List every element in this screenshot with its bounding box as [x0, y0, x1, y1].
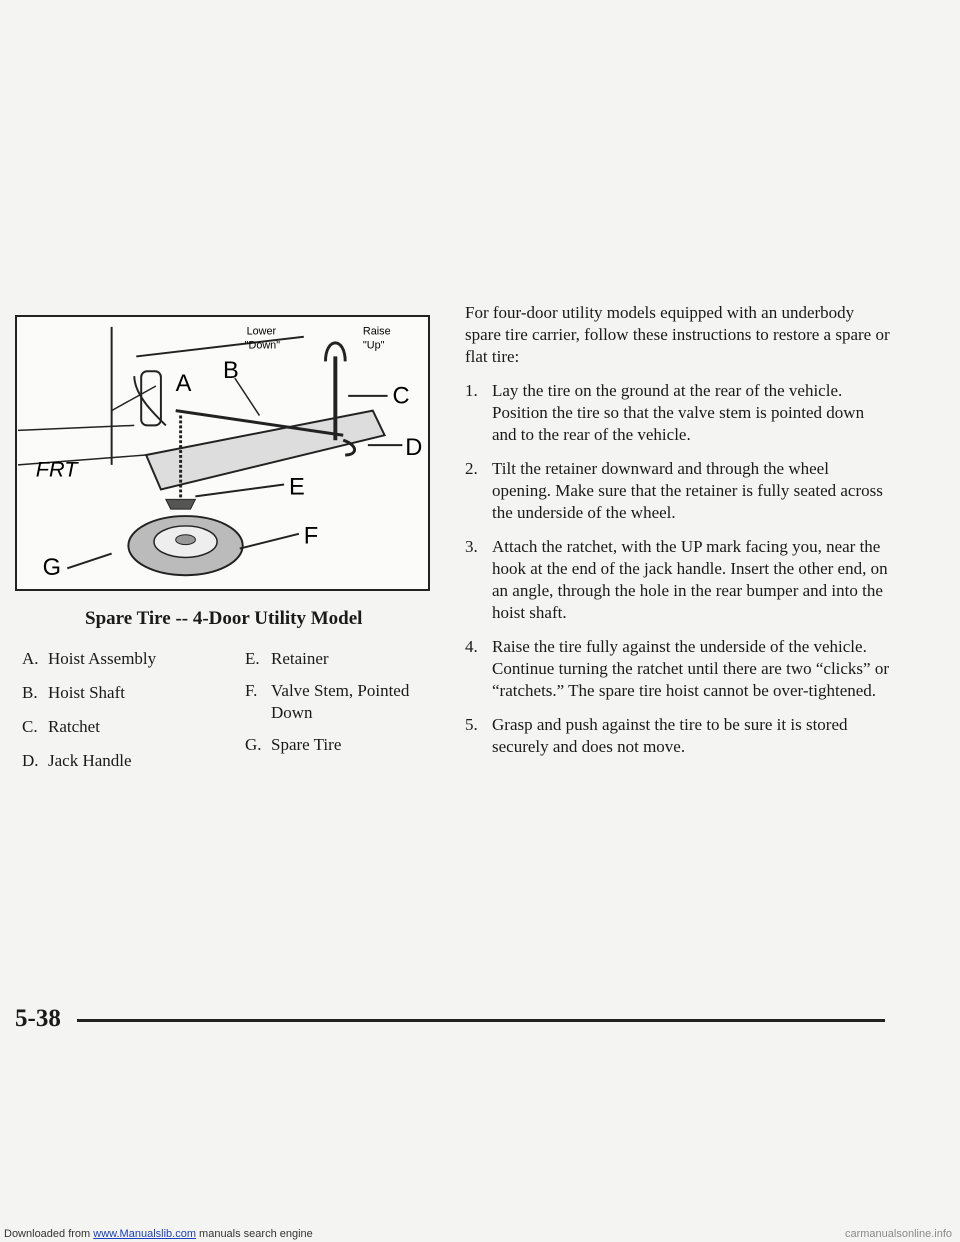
legend-item: [22, 716, 218, 738]
legend-text: Hoist Assembly: [48, 649, 157, 668]
page-footer: [15, 1005, 885, 1032]
step-text: Attach the ratchet, with the UP mark facing you, near the hook at the end of the jack handle. Insert the other end, on an angle, through the hole in the rear bumper and into the hoist shaft.: [492, 537, 888, 622]
frame-line: [18, 425, 134, 430]
step-number: 2.: [465, 459, 478, 478]
label-e: E: [289, 474, 305, 501]
step-item: [465, 536, 890, 624]
legend-left: [22, 648, 218, 784]
legend-item: [245, 648, 441, 670]
legend-letter: E.: [245, 649, 260, 668]
legend-item: [22, 682, 218, 704]
step-item: [465, 380, 890, 446]
legend-text: Ratchet: [48, 717, 100, 736]
label-arrow: [195, 485, 284, 497]
legend-text: Retainer: [271, 649, 329, 668]
step-number: 3.: [465, 537, 478, 556]
step-number: 5.: [465, 715, 478, 734]
figure-caption: Spare Tire -- 4-Door Utility Model: [85, 608, 363, 629]
legend-text: Jack Handle: [48, 751, 132, 770]
step-text: Lay the tire on the ground at the rear of the vehicle. Position the tire so that the valve stem is pointed down and to the rear of the vehicle.: [492, 381, 865, 444]
legend-text: Valve Stem, Pointed Down: [271, 681, 410, 722]
spare-tire-diagram: [17, 317, 428, 589]
label-f: F: [303, 523, 319, 550]
step-item: [465, 458, 890, 524]
spare-tire-illustration: [15, 315, 430, 591]
legend-letter: G.: [245, 735, 262, 754]
watermark: carmanualsonline.info: [844, 1228, 952, 1240]
page-number: 5-38: [15, 1005, 61, 1032]
label-b: B: [222, 358, 239, 385]
step-text: Raise the tire fully against the underside of the vehicle. Continue turning the ratchet until there are two “clicks” or “ratchets.” The spare tire hoist cannot be over-tightened.: [492, 637, 890, 700]
lower-label: Lower: [246, 325, 277, 338]
raise-label: Raise: [362, 325, 391, 338]
step-text: Tilt the retainer downward and through the wheel opening. Make sure that the retainer is fully seated across the underside of the wheel.: [492, 459, 883, 522]
footer-rule: [77, 1019, 885, 1022]
label-arrow: [67, 554, 111, 569]
legend-right: [245, 648, 441, 766]
legend-item: [22, 648, 218, 670]
legend-letter: F.: [245, 681, 258, 700]
frt-label: FRT: [35, 456, 78, 482]
label-a: A: [175, 370, 192, 397]
download-bar: [0, 1228, 960, 1242]
legend-item: [22, 750, 218, 772]
download-notice: [4, 1228, 313, 1240]
down-label: "Down": [244, 339, 281, 352]
legend-letter: B.: [22, 683, 38, 702]
legend-item: [245, 680, 441, 724]
retainer: [166, 499, 196, 509]
step-item: [465, 714, 890, 758]
step-item: [465, 636, 890, 702]
label-arrow: [240, 534, 299, 549]
legend-letter: D.: [22, 751, 39, 770]
intro-paragraph: For four-door utility models equipped with an underbody spare tire carrier, follow these instructions to restore a spare or flat tire:: [465, 303, 890, 366]
steps-list: [465, 380, 890, 758]
legend-letter: C.: [22, 717, 38, 736]
step-text: Grasp and push against the tire to be sure it is stored securely and does not move.: [492, 715, 848, 756]
instructions-column: [465, 302, 890, 770]
legend-text: Hoist Shaft: [48, 683, 125, 702]
up-label: "Up": [362, 339, 385, 352]
download-prefix: Downloaded from: [4, 1228, 94, 1240]
legend-item: [245, 734, 441, 756]
label-c: C: [392, 383, 410, 410]
wheel-hub: [176, 535, 196, 545]
download-suffix: manuals search engine: [195, 1228, 313, 1240]
legend-letter: A.: [22, 649, 39, 668]
manualslib-link[interactable]: www.Manualslib.com: [93, 1228, 196, 1240]
legend-text: Spare Tire: [271, 735, 342, 754]
step-number: 1.: [465, 381, 478, 400]
label-d: D: [405, 434, 423, 461]
step-number: 4.: [465, 637, 478, 656]
label-g: G: [42, 555, 62, 582]
